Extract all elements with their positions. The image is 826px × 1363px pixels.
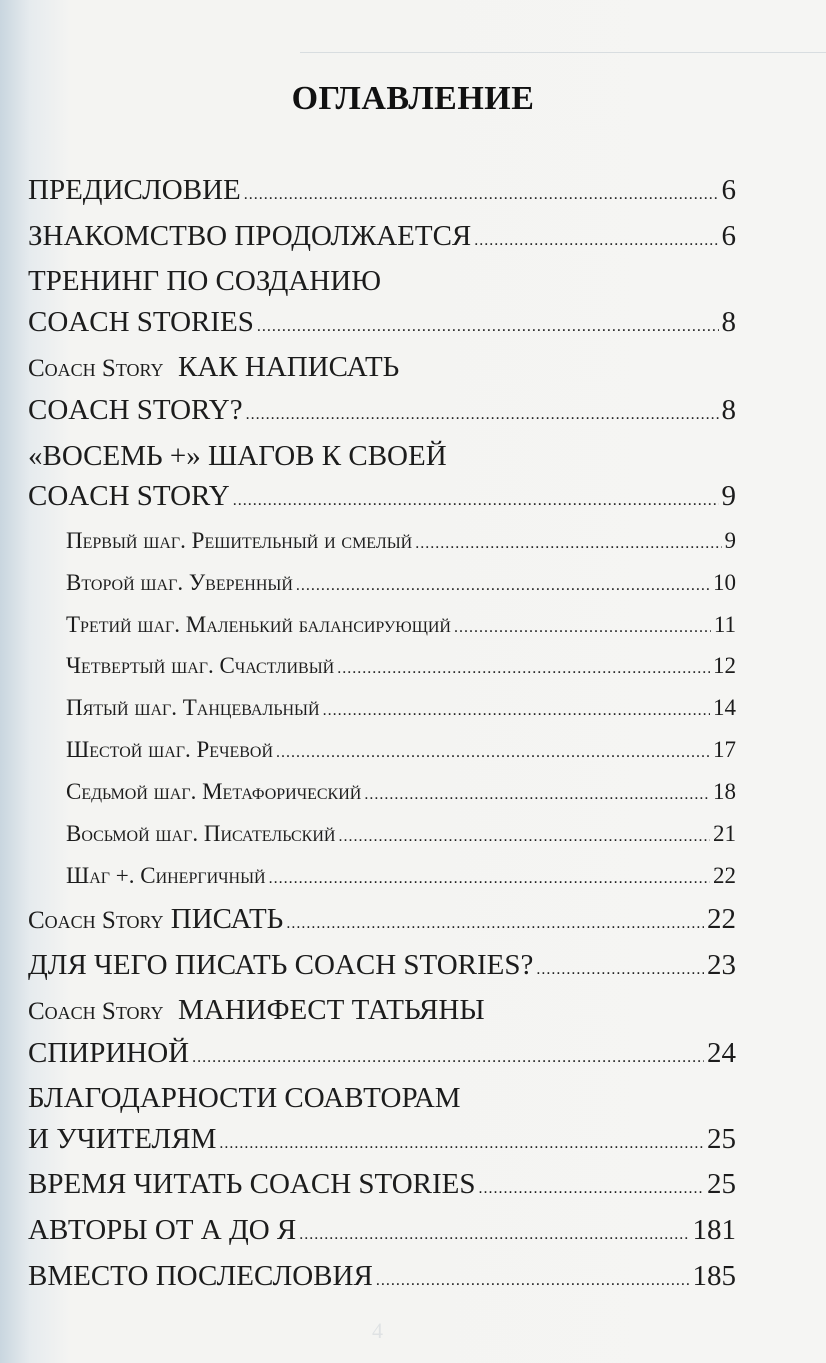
toc-entry-line1[interactable]: Coach Story МАНИФЕСТ ТАТЬЯНЫ (28, 994, 485, 1027)
coach-story-prefix: Coach Story (28, 906, 164, 934)
toc-subentry[interactable]: Шаг +. Синергичный ..... 22 (28, 857, 736, 899)
toc-entry[interactable]: COACH STORY? ..... 8 (28, 390, 736, 436)
toc-page-number: 23 (707, 948, 736, 981)
toc-entry-line1[interactable]: Coach Story КАК НАПИСАТЬ (28, 351, 400, 384)
toc-entry-line1[interactable]: «ВОСЕМЬ +» ШАГОВ К СВОЕЙ (28, 439, 447, 472)
toc-page-number: 25 (707, 1168, 736, 1201)
toc-entry[interactable]: ЗНАКОМСТВО ПРОДОЛЖАЕТСЯ ..... 6 (28, 216, 736, 262)
dot-leader (299, 1215, 689, 1256)
toc-entry[interactable]: ВРЕМЯ ЧИТАТЬ COACH STORIES ..... 25 (28, 1164, 736, 1210)
toc-page-number: 9 (721, 480, 736, 513)
dot-leader (415, 525, 721, 564)
toc-page-number: 181 (692, 1214, 736, 1247)
toc-entry[interactable]: АВТОРЫ ОТ А ДО Я ..... 181 (28, 1210, 736, 1256)
toc-entry[interactable]: COACH STORY ..... 9 (28, 476, 736, 522)
toc-entry[interactable]: COACH STORIES ..... 8 (28, 302, 736, 348)
toc-subentry[interactable]: Седьмой шаг. Метафорический ..... 18 (28, 773, 736, 815)
toc-page-number: 12 (713, 653, 736, 679)
toc-page-number: 22 (713, 863, 736, 888)
toc-page-number: 22 (707, 902, 736, 935)
dot-leader (192, 1038, 704, 1079)
dot-leader (376, 1261, 690, 1302)
toc-page-number: 24 (707, 1036, 736, 1069)
dot-leader (246, 395, 719, 436)
header-rule (300, 52, 826, 53)
toc-subentry[interactable]: Восьмой шаг. Писательский ..... 21 (28, 815, 736, 857)
dot-leader (269, 860, 710, 899)
toc-entry[interactable]: И УЧИТЕЛЯМ ..... 25 (28, 1119, 736, 1165)
dot-leader (244, 175, 719, 216)
dot-leader (338, 818, 710, 857)
dot-leader (233, 481, 719, 522)
toc-entry-line1[interactable]: БЛАГОДАРНОСТИ СОАВТОРАМ (28, 1082, 461, 1115)
toc-page-number: 185 (692, 1259, 736, 1292)
dot-leader (454, 609, 711, 648)
page-title: ОГЛАВЛЕНИЕ (291, 80, 535, 117)
toc-page-number: 21 (713, 821, 736, 847)
toc-subentry[interactable]: Четвертый шаг. Счастливый ..... 12 (28, 647, 736, 689)
dot-leader (337, 650, 710, 689)
dot-leader (479, 1169, 704, 1210)
dot-leader (296, 567, 710, 606)
toc-subentry[interactable]: Третий шаг. Маленький балансирующий ..... 11 (28, 606, 736, 648)
toc-entry[interactable]: СПИРИНОЙ ..... 24 (28, 1033, 736, 1079)
dot-leader (323, 692, 710, 731)
table-of-contents (28, 170, 736, 1301)
toc-subentry[interactable]: Шестой шаг. Речевой ..... 17 (28, 731, 736, 773)
toc-page-number: 6 (721, 174, 736, 206)
toc-entry[interactable]: ДЛЯ ЧЕГО ПИСАТЬ COACH STORIES? ..... 23 (28, 945, 736, 991)
dot-leader (536, 950, 704, 991)
page-footer-number: 4 (372, 1318, 383, 1343)
toc-page-number: 6 (721, 219, 736, 252)
coach-story-prefix: Coach Story (28, 998, 164, 1026)
toc-page-number: 11 (713, 611, 736, 637)
dot-leader (276, 734, 710, 773)
coach-story-prefix: Coach Story (28, 355, 164, 383)
dot-leader (364, 776, 710, 815)
toc-subentry[interactable]: Второй шаг. Уверенный ..... 10 (28, 564, 736, 606)
toc-page-number: 18 (713, 779, 736, 805)
toc-subentry[interactable]: Первый шаг. Решительный и смелый ..... 9 (28, 522, 736, 564)
toc-page-number: 25 (707, 1122, 736, 1155)
toc-subentry[interactable]: Пятый шаг. Танцевальный ..... 14 (28, 689, 736, 731)
dot-leader (286, 904, 704, 945)
toc-page-number: 9 (724, 527, 736, 553)
toc-entry[interactable]: ВМЕСТО ПОСЛЕСЛОВИЯ ..... 185 (28, 1256, 736, 1302)
toc-entry[interactable]: Coach Story ПИСАТЬ ..... 22 (28, 899, 736, 945)
toc-entry-line1[interactable]: ТРЕНИНГ ПО СОЗДАНИЮ (28, 265, 381, 298)
dot-leader (474, 221, 718, 262)
toc-entry[interactable]: ПРЕДИСЛОВИЕ ..... 6 (28, 170, 736, 216)
dot-leader (219, 1124, 704, 1165)
toc-page-number: 17 (713, 737, 736, 763)
toc-page-number: 10 (713, 569, 736, 595)
dot-leader (257, 307, 719, 348)
toc-page-number: 14 (713, 695, 736, 721)
toc-page-number: 8 (721, 393, 736, 426)
toc-page-number: 8 (721, 305, 736, 338)
